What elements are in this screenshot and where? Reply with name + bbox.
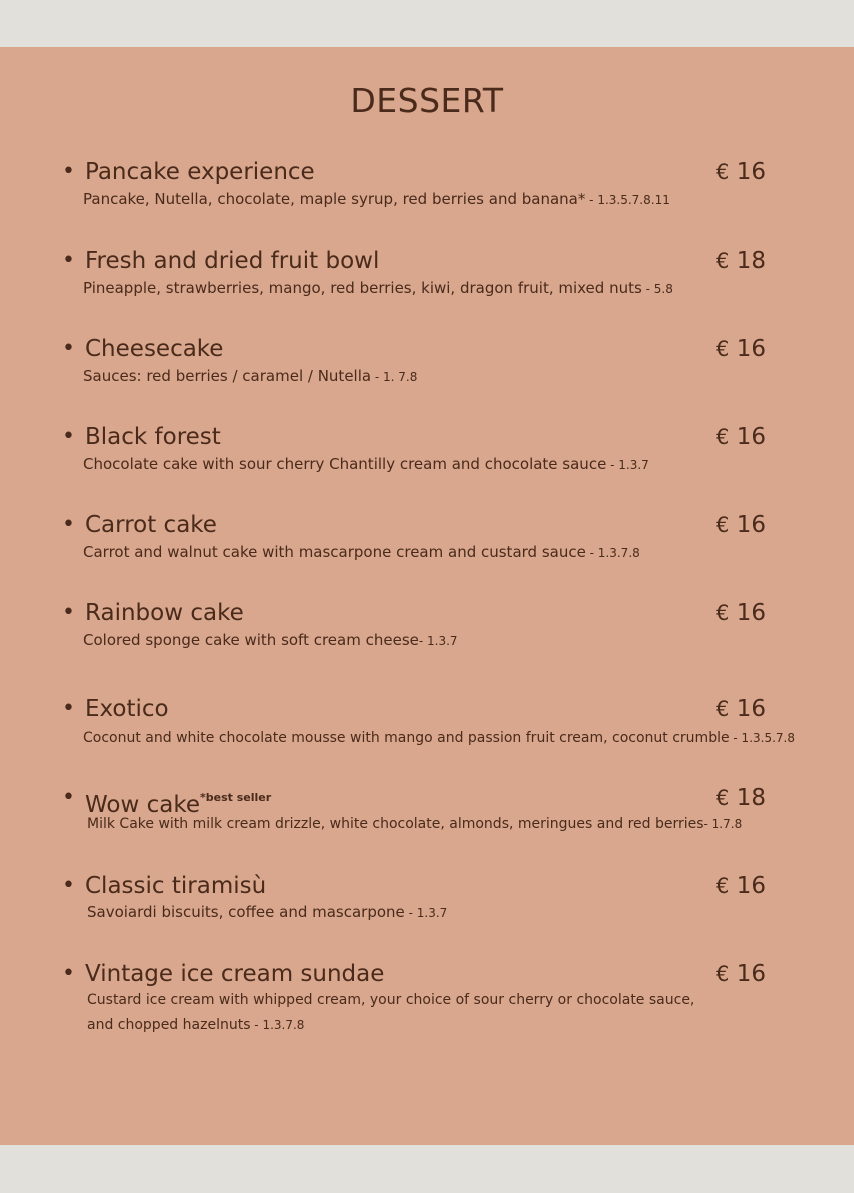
bullet-icon: • (62, 336, 75, 361)
item-name: Pancake experience (85, 159, 315, 185)
item-description-line2: and chopped hazelnuts - 1.3.7.8 (87, 1017, 305, 1033)
item-name: Black forest (85, 424, 221, 450)
bullet-icon: • (62, 696, 75, 721)
item-price: € 18 (716, 248, 766, 274)
item-name: Vintage ice cream sundae (85, 961, 385, 987)
menu-item (62, 423, 802, 473)
item-description: Sauces: red berries / caramel / Nutella - 1. 7.8 (83, 367, 418, 385)
menu-item (62, 158, 802, 208)
item-name: Carrot cake (85, 512, 217, 538)
menu-page (0, 47, 854, 1145)
item-allergens: - 5.8 (641, 282, 673, 296)
item-description: Chocolate cake with sour cherry Chantilly cream and chocolate sauce - 1.3.7 (83, 455, 649, 473)
item-name: Classic tiramisù (85, 873, 267, 899)
bullet-icon: • (62, 512, 75, 537)
item-price: € 16 (716, 512, 766, 538)
item-price: € 18 (716, 785, 766, 811)
menu-item (62, 247, 802, 297)
item-price: € 16 (716, 424, 766, 450)
bullet-icon: • (62, 785, 75, 810)
item-description: Colored sponge cake with soft cream cheese- 1.3.7 (83, 631, 458, 649)
item-allergens: - 1.7.8 (703, 817, 743, 831)
item-description: Savoiardi biscuits, coffee and mascarpone - 1.3.7 (87, 903, 448, 921)
menu-item (62, 784, 802, 832)
item-description: Custard ice cream with whipped cream, your choice of sour cherry or chocolate sauce, (87, 992, 695, 1008)
item-name: Fresh and dried fruit bowl (85, 248, 380, 274)
menu-item (62, 335, 802, 385)
bullet-icon: • (62, 600, 75, 625)
item-name: Cheesecake (85, 336, 224, 362)
bullet-icon: • (62, 248, 75, 273)
menu-item (62, 599, 802, 649)
item-allergens: - 1.3.5.7.8 (729, 731, 795, 745)
item-allergens: - 1.3.7.8 (585, 546, 640, 560)
item-price: € 16 (716, 336, 766, 362)
item-description: Pineapple, strawberries, mango, red berries, kiwi, dragon fruit, mixed nuts - 5.8 (83, 279, 673, 297)
item-price: € 16 (716, 696, 766, 722)
item-description: Milk Cake with milk cream drizzle, white chocolate, almonds, meringues and red berries- 1.7.8 (87, 816, 743, 832)
menu-item (62, 511, 802, 561)
item-allergens: - 1. 7.8 (371, 370, 418, 384)
bullet-icon: • (62, 961, 75, 986)
item-name: Rainbow cake (85, 600, 244, 626)
item-price: € 16 (716, 159, 766, 185)
item-name: Wow cake$^{*best seller}$ (85, 791, 272, 818)
item-allergens: - 1.3.7.8 (250, 1018, 305, 1032)
item-allergens: - 1.3.7 (606, 458, 649, 472)
item-price: € 16 (716, 961, 766, 987)
item-allergens: - 1.3.7 (418, 634, 458, 648)
item-allergens: - 1.3.5.7.8.11 (585, 193, 670, 207)
best-seller-badge: *best seller (199, 791, 272, 804)
item-description: Coconut and white chocolate mousse with mango and passion fruit cream, coconut crumble - 1.3.5.7.8 (83, 730, 795, 746)
menu-item (62, 872, 802, 921)
bullet-icon: • (62, 159, 75, 184)
item-description: Carrot and walnut cake with mascarpone cream and custard sauce - 1.3.7.8 (83, 543, 640, 561)
item-allergens: - 1.3.7 (404, 906, 448, 920)
item-price: € 16 (716, 600, 766, 626)
item-description: Pancake, Nutella, chocolate, maple syrup, red berries and banana* - 1.3.5.7.8.11 (83, 190, 670, 208)
item-name: Exotico (85, 696, 169, 722)
item-price: € 16 (716, 873, 766, 899)
bullet-icon: • (62, 424, 75, 449)
bullet-icon: • (62, 873, 75, 898)
menu-title: DESSERT (350, 81, 504, 120)
menu-item (62, 960, 802, 1033)
menu-item (62, 695, 802, 746)
